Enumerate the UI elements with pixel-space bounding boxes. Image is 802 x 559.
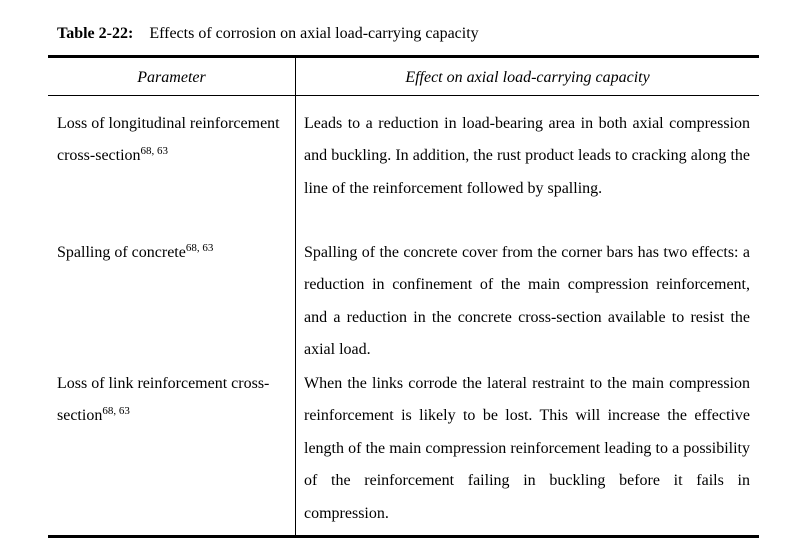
table-row-1-parameter — [57, 108, 289, 172]
table-title: Effects of corrosion on axial load-carrying capacity — [149, 25, 479, 42]
table-row-2-parameter — [57, 237, 289, 269]
parameter-text: Loss of link reinforcement cross-section — [57, 375, 270, 424]
header-effect: Effect on axial load-carrying capacity — [405, 69, 650, 86]
table-row-3-parameter — [57, 368, 289, 432]
table-bottom-rule — [48, 535, 759, 538]
header-rule — [48, 95, 759, 96]
table-number: Table 2-22: — [57, 25, 134, 42]
parameter-text: Spalling of concrete — [57, 244, 186, 261]
column-divider — [295, 58, 296, 535]
table-row-2-effect: Spalling of the concrete cover from the corner bars has two effects: a reduction in confinement of the main compression reinforcement, and a reduction in the concrete cross-section available to resist the axial load. — [304, 244, 750, 359]
reference-superscript: 68, 63 — [140, 145, 169, 157]
table-row-1-effect: Leads to a reduction in load-bearing area in both axial compression and buckling. In addition, the rust product leads to cracking along the line of the reinforcement followed by spalling. — [304, 115, 750, 197]
header-parameter: Parameter — [137, 69, 206, 86]
table-caption — [57, 24, 479, 44]
table-top-rule — [48, 55, 759, 58]
reference-superscript: 68, 63 — [102, 405, 130, 417]
parameter-text: Loss of longitudinal reinforcement cross-section — [57, 115, 280, 164]
reference-superscript: 68, 63 — [185, 242, 214, 254]
table-row-3-effect: When the links corrode the lateral restraint to the main compression reinforcement is likely to be lost. This will increase the effective length of the main compression reinforcement leading to a possibility of the reinforcement failing in buckling before it fails in compression. — [304, 375, 750, 522]
